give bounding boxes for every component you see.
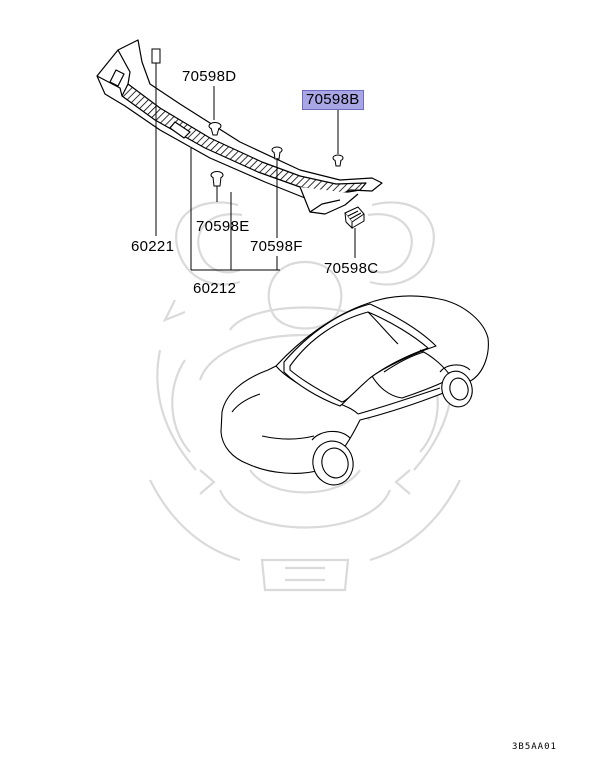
part-number-70598b[interactable]: 70598B bbox=[302, 90, 364, 110]
part-number-60212[interactable]: 60212 bbox=[193, 280, 237, 297]
part-number-70598e[interactable]: 70598E bbox=[196, 218, 250, 235]
seal-piece bbox=[152, 49, 160, 63]
part-number-70598c[interactable]: 70598C bbox=[324, 260, 379, 277]
diagram-code: 3B5AA01 bbox=[512, 742, 557, 752]
clip-70598e bbox=[211, 172, 223, 187]
clip-70598c bbox=[345, 207, 364, 228]
part-number-70598f[interactable]: 70598F bbox=[250, 238, 303, 255]
car-outline bbox=[221, 296, 488, 490]
clip-70598b bbox=[333, 155, 343, 166]
part-number-60221[interactable]: 60221 bbox=[131, 238, 175, 255]
part-number-70598d[interactable]: 70598D bbox=[182, 68, 237, 85]
cowl-top-panel bbox=[97, 40, 382, 214]
